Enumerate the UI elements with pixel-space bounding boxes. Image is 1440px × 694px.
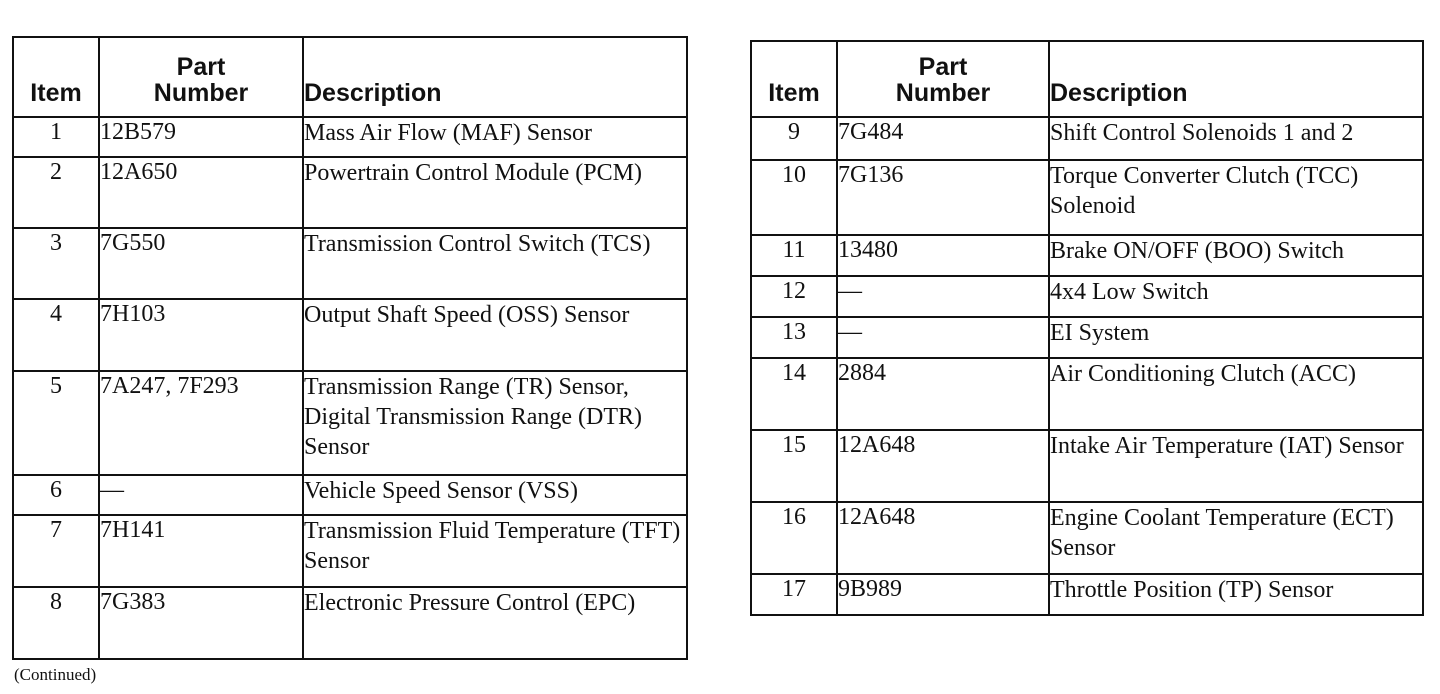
part-number-cell: 7G383 (99, 587, 303, 659)
table-header-row (13, 37, 687, 117)
description-cell: Brake ON/OFF (BOO) Switch (1049, 235, 1423, 276)
column-header-part-number: Part Number (837, 41, 1049, 117)
item-cell: 17 (751, 574, 837, 615)
description-cell: Shift Control Solenoids 1 and 2 (1049, 117, 1423, 160)
description-cell: Electronic Pressure Control (EPC) (303, 587, 687, 659)
description-cell: EI System (1049, 317, 1423, 358)
item-cell: 1 (13, 117, 99, 157)
part-number-cell: 12B579 (99, 117, 303, 157)
description-cell: Vehicle Speed Sensor (VSS) (303, 475, 687, 515)
item-cell: 10 (751, 160, 837, 235)
table-row (751, 502, 1423, 574)
table-row (13, 157, 687, 228)
part-number-cell: 12A648 (837, 430, 1049, 502)
item-cell: 16 (751, 502, 837, 574)
part-number-cell: — (99, 475, 303, 515)
table-row (13, 587, 687, 659)
description-cell: Air Conditioning Clutch (ACC) (1049, 358, 1423, 430)
item-cell: 4 (13, 299, 99, 371)
description-cell: Torque Converter Clutch (TCC) Solenoid (1049, 160, 1423, 235)
description-cell: Throttle Position (TP) Sensor (1049, 574, 1423, 615)
part-number-cell: 7G550 (99, 228, 303, 299)
table-row (13, 475, 687, 515)
column-header-part-number: Part Number (99, 37, 303, 117)
description-cell: Transmission Control Switch (TCS) (303, 228, 687, 299)
description-cell: Output Shaft Speed (OSS) Sensor (303, 299, 687, 371)
table-row (751, 160, 1423, 235)
description-cell: Transmission Fluid Temperature (TFT) Sensor (303, 515, 687, 587)
table-row (13, 515, 687, 587)
part-number-cell: 7H141 (99, 515, 303, 587)
item-cell: 7 (13, 515, 99, 587)
table-header-row (751, 41, 1423, 117)
item-cell: 8 (13, 587, 99, 659)
item-cell: 6 (13, 475, 99, 515)
part-number-cell: 9B989 (837, 574, 1049, 615)
table-row (13, 299, 687, 371)
item-cell: 13 (751, 317, 837, 358)
table-row (751, 317, 1423, 358)
column-header-description: Description (303, 37, 687, 117)
part-number-cell: 7A247, 7F293 (99, 371, 303, 475)
table-row (751, 117, 1423, 160)
item-cell: 15 (751, 430, 837, 502)
description-cell: Intake Air Temperature (IAT) Sensor (1049, 430, 1423, 502)
item-cell: 3 (13, 228, 99, 299)
table-row (751, 358, 1423, 430)
description-cell: Transmission Range (TR) Sensor, Digital Transmission Range (DTR) Sensor (303, 371, 687, 475)
part-number-cell: — (837, 276, 1049, 317)
column-header-description: Description (1049, 41, 1423, 117)
table-row (751, 235, 1423, 276)
item-cell: 5 (13, 371, 99, 475)
description-cell: Mass Air Flow (MAF) Sensor (303, 117, 687, 157)
part-number-cell: 7G136 (837, 160, 1049, 235)
description-cell: 4x4 Low Switch (1049, 276, 1423, 317)
item-cell: 2 (13, 157, 99, 228)
parts-table-right (750, 40, 1424, 616)
column-header-item: Item (751, 41, 837, 117)
item-cell: 11 (751, 235, 837, 276)
part-number-cell: 12A648 (837, 502, 1049, 574)
part-number-cell: 7H103 (99, 299, 303, 371)
part-number-cell: 7G484 (837, 117, 1049, 160)
table-row (751, 276, 1423, 317)
table-row (13, 117, 687, 157)
part-number-cell: 12A650 (99, 157, 303, 228)
description-cell: Powertrain Control Module (PCM) (303, 157, 687, 228)
part-number-cell: 13480 (837, 235, 1049, 276)
description-cell: Engine Coolant Temperature (ECT) Sensor (1049, 502, 1423, 574)
column-header-item: Item (13, 37, 99, 117)
parts-table-left (12, 36, 688, 660)
part-number-cell: — (837, 317, 1049, 358)
item-cell: 9 (751, 117, 837, 160)
table-row (751, 430, 1423, 502)
table-row (13, 228, 687, 299)
table-row (13, 371, 687, 475)
item-cell: 12 (751, 276, 837, 317)
item-cell: 14 (751, 358, 837, 430)
table-row (751, 574, 1423, 615)
part-number-cell: 2884 (837, 358, 1049, 430)
continued-note: (Continued) (14, 665, 97, 684)
